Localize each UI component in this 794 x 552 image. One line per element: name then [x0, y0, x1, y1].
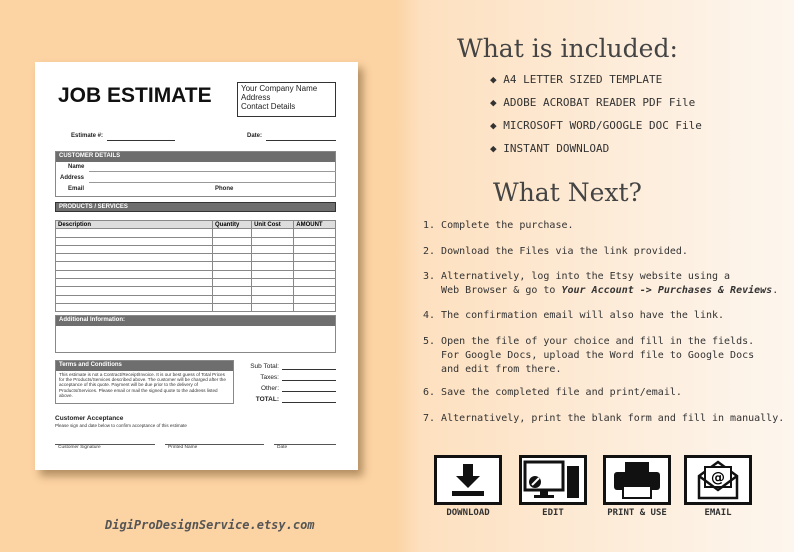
company-name: Your Company Name: [241, 84, 318, 93]
terms-header: Terms and Conditions: [56, 361, 233, 371]
printed-name-line: Printed Name: [165, 444, 264, 450]
table-cell: [294, 254, 336, 262]
table-cell: [252, 237, 294, 245]
table-cell: [294, 295, 336, 303]
taxes-line: [282, 380, 336, 381]
signature-line: Customer Signature: [55, 444, 155, 450]
phone-label: Phone: [215, 186, 234, 192]
step-item: [423, 245, 688, 259]
table-cell: [252, 229, 294, 237]
customer-section: [55, 151, 336, 197]
form-title: JOB ESTIMATE: [58, 84, 212, 107]
table-cell: [56, 287, 213, 295]
company-contact: Contact Details: [241, 102, 296, 111]
step-text: 2. Download the Files via the link provided.: [423, 246, 688, 257]
step-text: 3. Alternatively, log into the Etsy website using a Web Browser & go to: [423, 271, 731, 296]
job-estimate-preview: [35, 62, 358, 470]
col-quantity: Quantity: [213, 221, 252, 229]
step-text: 1. Complete the purchase.: [423, 220, 574, 231]
acceptance-title: Customer Acceptance: [55, 415, 124, 422]
table-cell: [213, 262, 252, 270]
table-cell: [213, 279, 252, 287]
products-table: [55, 220, 336, 312]
table-cell: [213, 295, 252, 303]
step3-emphasis: Your Account -> Purchases & Reviews: [561, 285, 773, 296]
estimate-label: Estimate #:: [71, 133, 104, 139]
table-cell: [252, 279, 294, 287]
other-label: Other:: [260, 385, 279, 392]
edit-label: EDIT: [542, 508, 564, 518]
table-cell: [56, 245, 213, 253]
included-item-text: A4 LETTER SIZED TEMPLATE: [503, 73, 663, 86]
step-text: 5. Open the file of your choice and fill in the fields. For Google Docs, upload the Word file to Google Docs and edit from there.: [423, 336, 755, 375]
step-item: [423, 412, 784, 426]
customer-header: CUSTOMER DETAILS: [56, 152, 335, 162]
step-text: 6. Save the completed file and print/email.: [423, 387, 682, 398]
table-cell: [252, 254, 294, 262]
email-icon: [684, 455, 752, 505]
subtotal-label: Sub Total:: [250, 363, 279, 370]
table-cell: [56, 254, 213, 262]
edit-icon: [519, 455, 587, 505]
table-cell: [252, 245, 294, 253]
table-cell: [294, 262, 336, 270]
products-header: PRODUCTS / SERVICES: [55, 202, 336, 212]
table-cell: [213, 229, 252, 237]
bullet-icon: ◆: [490, 73, 504, 86]
acceptance-text: Please sign and date below to confirm acceptance of this estimate: [55, 423, 187, 428]
table-cell: [56, 270, 213, 278]
email-label: Email: [68, 186, 85, 192]
print-label: PRINT & USE: [607, 508, 667, 518]
table-row: [56, 254, 336, 262]
table-cell: [252, 295, 294, 303]
table-cell: [252, 303, 294, 311]
date-line: [266, 140, 336, 141]
step-item: [423, 270, 778, 298]
terms-text: This estimate is not a Contract/Receipt/Invoice. It is our best guess of Total Prices for the Products/Services described above. The customer will be charged after the acceptance of this quote. Payment will be due prior to the delivery of Products/Services. Please email or mail the signed quote to the address listed above.: [59, 372, 226, 398]
terms-section: [55, 360, 234, 404]
date-label: Date:: [247, 133, 263, 139]
table-cell: [56, 279, 213, 287]
table-cell: [213, 270, 252, 278]
address-line: [89, 182, 336, 183]
additional-section: [55, 315, 336, 353]
subtotal-line: [282, 369, 336, 370]
shop-url: DigiProDesignService.etsy.com: [105, 518, 315, 532]
table-row: [56, 245, 336, 253]
download-icon: [434, 455, 502, 505]
table-row: [56, 279, 336, 287]
step-item: [423, 386, 682, 400]
col-unit-cost: Unit Cost: [252, 221, 294, 229]
table-cell: [56, 303, 213, 311]
included-item: [490, 73, 662, 86]
next-heading: What Next?: [493, 178, 642, 207]
table-cell: [213, 237, 252, 245]
step-text: 4. The confirmation email will also have the link.: [423, 310, 725, 321]
step-item: [423, 309, 724, 323]
table-cell: [252, 262, 294, 270]
estimate-line: [107, 140, 175, 141]
table-cell: [294, 237, 336, 245]
table-row: [56, 303, 336, 311]
included-heading: What is included:: [457, 34, 678, 63]
table-cell: [213, 287, 252, 295]
svg-text:@: @: [711, 470, 725, 486]
table-cell: [56, 237, 213, 245]
table-cell: [213, 303, 252, 311]
table-row: [56, 295, 336, 303]
table-cell: [294, 229, 336, 237]
table-row: [56, 287, 336, 295]
step3-end: .: [772, 285, 779, 296]
table-cell: [294, 279, 336, 287]
email-label: EMAIL: [704, 508, 732, 518]
step-text: 7. Alternatively, print the blank form and fill in manually.: [423, 413, 785, 424]
table-cell: [294, 287, 336, 295]
bullet-icon: ◆: [490, 142, 504, 155]
table-cell: [56, 295, 213, 303]
totals-labels: [245, 361, 279, 405]
table-cell: [213, 245, 252, 253]
table-cell: [252, 270, 294, 278]
name-label: Name: [68, 164, 85, 170]
taxes-label: Taxes:: [260, 374, 279, 381]
table-row: [56, 270, 336, 278]
table-cell: [294, 270, 336, 278]
company-box: [237, 82, 336, 117]
print-icon: [603, 455, 671, 505]
sig-date-line: Date: [274, 444, 336, 450]
included-item: [490, 142, 609, 155]
table-cell: [294, 245, 336, 253]
included-item-text: MICROSOFT WORD/GOOGLE DOC File: [503, 119, 702, 132]
table-cell: [213, 254, 252, 262]
col-description: Description: [56, 221, 213, 229]
table-cell: [294, 303, 336, 311]
table-row: [56, 229, 336, 237]
col-amount: AMOUNT: [294, 221, 336, 229]
included-item-text: INSTANT DOWNLOAD: [503, 142, 610, 155]
company-address: Address: [241, 93, 271, 102]
included-item: [490, 119, 702, 132]
total-label: TOTAL:: [255, 396, 279, 403]
included-item: [490, 96, 695, 109]
step-item: [423, 219, 574, 233]
table-cell: [56, 262, 213, 270]
table-cell: [56, 229, 213, 237]
bullet-icon: ◆: [490, 119, 504, 132]
bullet-icon: ◆: [490, 96, 504, 109]
total-line: [282, 402, 336, 403]
additional-header: Additional Information:: [56, 316, 335, 326]
name-line: [89, 171, 336, 172]
other-line: [282, 391, 336, 392]
table-row: [56, 237, 336, 245]
download-label: DOWNLOAD: [446, 508, 490, 518]
address-label: Address: [60, 175, 85, 181]
included-item-text: ADOBE ACROBAT READER PDF File: [503, 96, 696, 109]
table-row: [56, 262, 336, 270]
table-cell: [252, 287, 294, 295]
step-item: [423, 335, 754, 377]
